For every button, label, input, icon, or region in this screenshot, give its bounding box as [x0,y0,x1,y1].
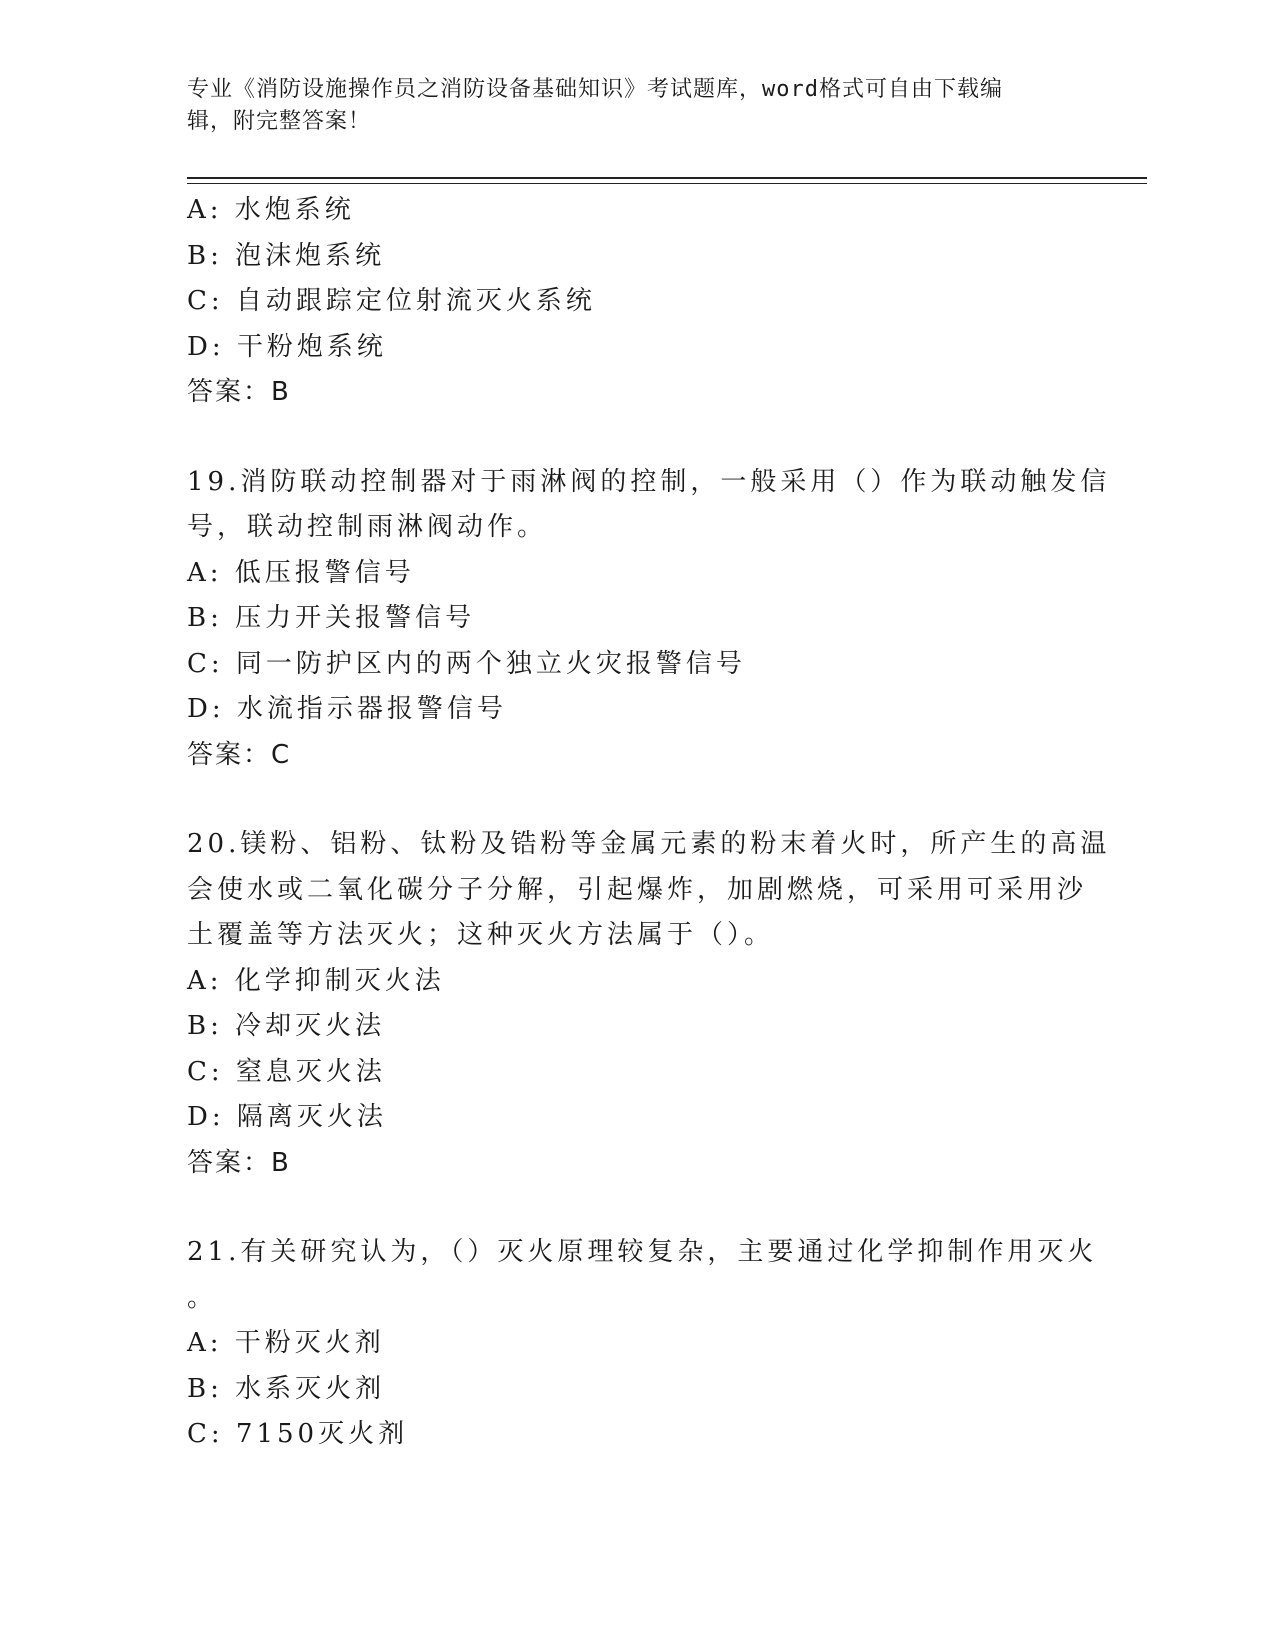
option-a: A: 低压报警信号 [187,557,415,588]
question-19 [187,460,1111,779]
option-c: C: 7150灭火剂 [187,1419,409,1449]
answer-line: 答案：B [187,1147,291,1178]
option-b: B: 压力开关报警信号 [187,603,476,633]
option-c: C: 同一防护区内的两个独立火灾报警信号 [187,648,746,679]
header-divider-thin [187,183,1147,184]
answer-line: 答案：B [187,377,291,407]
option-a: A: 化学抑制灭火法 [187,965,445,996]
header-title-line-1: 专业《消防设施操作员之消防设备基础知识》考试题库，word格式可自由下载编 [187,77,1003,102]
question-20 [187,822,1111,1186]
question-stem-line: 。 [187,1282,218,1313]
question-21 [187,1230,1098,1458]
header-title-line-2: 辑，附完整答案！ [187,109,372,134]
document-header [187,74,1077,138]
option-d: D: 水流指示器报警信号 [187,694,507,724]
option-a: A: 水炮系统 [187,195,355,225]
question-stem-line: 号，联动控制雨淋阀动作。 [187,512,548,542]
option-d: D: 隔离灭火法 [187,1102,387,1132]
question-stem-line: 19.消防联动控制器对于雨淋阀的控制，一般采用（）作为联动触发信 [187,466,1111,497]
header-divider-thick [187,177,1147,179]
option-d: D: 干粉炮系统 [187,331,387,362]
option-b: B: 水系灭火剂 [187,1373,386,1404]
question-list [187,188,1111,1458]
option-a: A: 干粉灭火剂 [187,1328,385,1358]
option-b: B: 冷却灭火法 [187,1011,386,1041]
question-stem-line: 土覆盖等方法灭火；这种灭火方法属于（）。 [187,920,775,950]
question-stem-line: 21.有关研究认为，（）灭火原理较复杂，主要通过化学抑制作用灭火 [187,1237,1098,1267]
option-c: C: 窒息灭火法 [187,1056,386,1087]
answer-line: 答案：C [187,739,292,770]
option-b: B: 泡沫炮系统 [187,240,386,271]
question-18 [187,188,1087,416]
question-stem-line: 20.镁粉、铝粉、钛粉及锆粉等金属元素的粉末着火时，所产生的高温 [187,829,1111,859]
option-c: C: 自动跟踪定位射流灭火系统 [187,286,596,316]
question-stem-line: 会使水或二氧化碳分子分解，引起爆炸，加剧燃烧，可采用可采用沙 [187,874,1088,905]
